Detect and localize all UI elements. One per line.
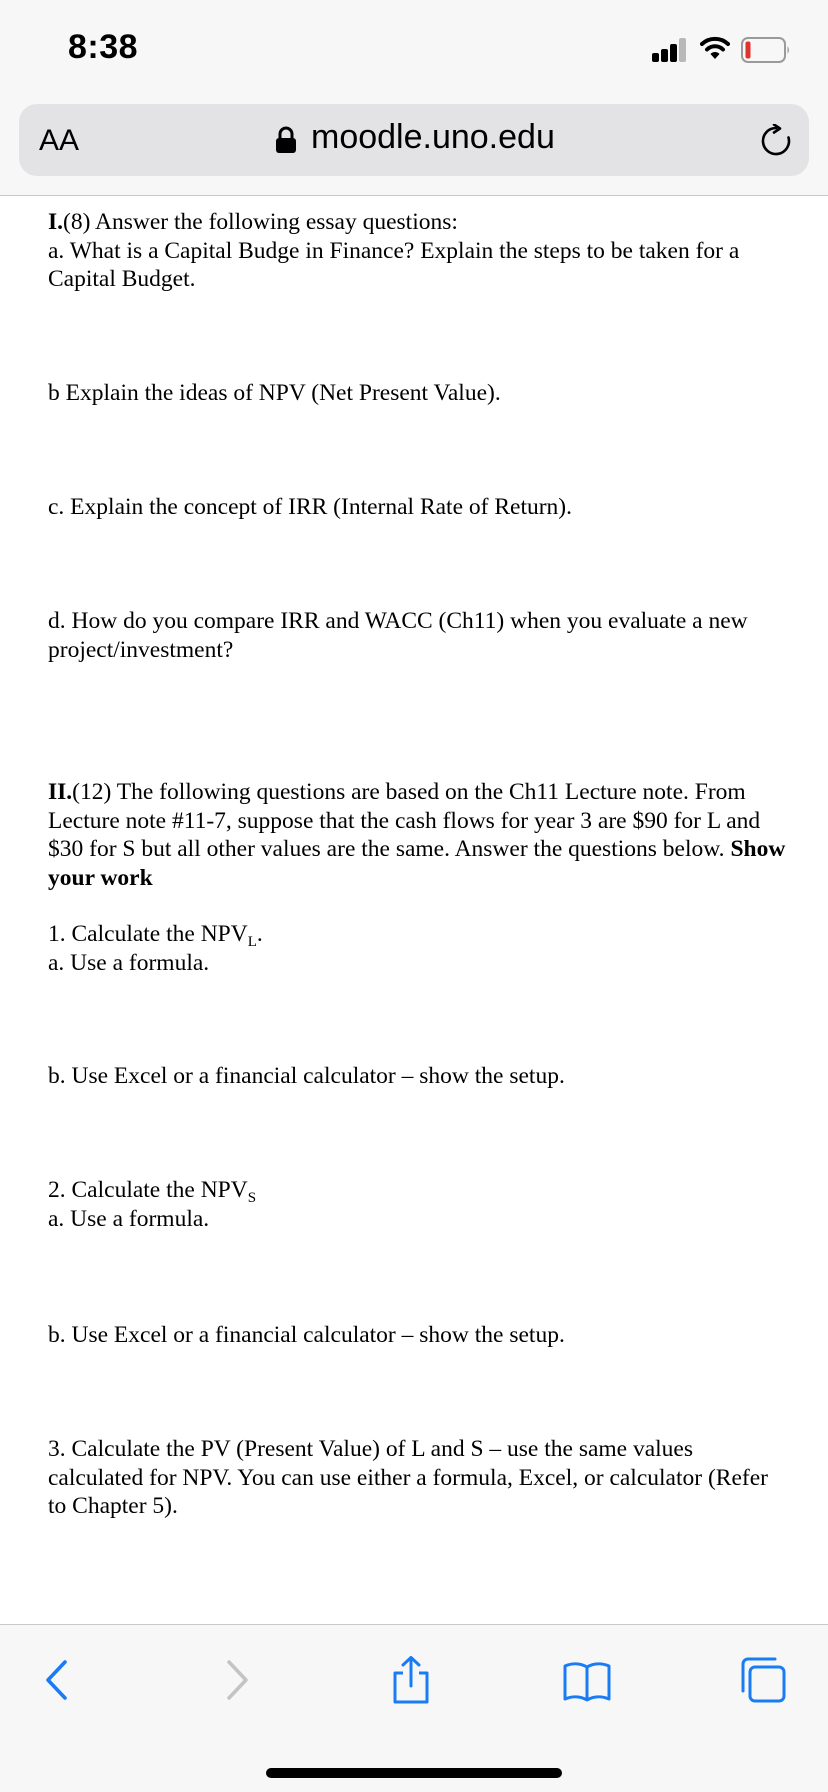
signal-icon <box>652 38 690 62</box>
question-2-3: 3. Calculate the PV (Present Value) of L and S – use the same values calculated for NPV. You can use either a formula, Excel, or calculator (Refer to Chapter 5). <box>48 1436 768 1519</box>
npv-l-label: 1. Calculate the NPV <box>48 921 248 947</box>
reload-icon[interactable] <box>759 124 793 158</box>
question-2-2a: a. Use a formula. <box>48 1205 210 1232</box>
npv-s-label: 2. Calculate the NPV <box>48 1177 248 1203</box>
npv-l-subscript: L <box>247 934 257 950</box>
question-1c: c. Explain the concept of IRR (Internal Rate of Return). <box>48 494 572 520</box>
bookmarks-icon[interactable] <box>562 1655 612 1705</box>
forward-icon[interactable] <box>210 1655 260 1705</box>
part2-heading-block <box>48 778 788 892</box>
question-2-1a: a. Use a formula. <box>48 949 210 976</box>
show-work-label: Show your work <box>48 836 786 891</box>
part2-number: II. <box>48 779 73 805</box>
address-bar-area <box>0 96 828 196</box>
question-1a: a. What is a Capital Budge in Finance? Explain the steps to be taken for a Capital Budget. <box>48 237 740 292</box>
text-size-button[interactable]: AA <box>39 124 80 157</box>
wifi-icon <box>700 35 730 61</box>
status-bar <box>0 0 828 96</box>
address-bar[interactable] <box>19 104 809 176</box>
part1-heading <box>48 208 788 237</box>
battery-icon <box>741 37 791 63</box>
question-2-2 <box>48 1176 788 1233</box>
npv-s-subscript: S <box>247 1190 257 1206</box>
tabs-icon[interactable] <box>738 1655 788 1705</box>
question-2-1b: b. Use Excel or a financial calculator – show the setup. <box>48 1063 565 1089</box>
question-2-1-title <box>48 920 788 949</box>
lock-icon <box>275 126 297 154</box>
status-time: 8:38 <box>68 28 139 66</box>
share-icon[interactable] <box>386 1655 436 1705</box>
part2-heading-text: (12) The following questions are based on the Ch11 Lecture note. From Lecture note #11-7, suppose that the cash flows for year 3 are $90 for L and $30 for S but all other values are the same. Answer the questions below. <box>48 779 761 862</box>
question-2-2b: b. Use Excel or a financial calculator – show the setup. <box>48 1322 565 1348</box>
part1-number: I. <box>48 209 64 235</box>
part1-heading-block <box>48 208 788 294</box>
part1-heading-text: (8) Answer the following essay questions: <box>63 209 458 235</box>
question-1b: b Explain the ideas of NPV (Net Present Value). <box>48 380 501 406</box>
part2-heading <box>48 778 788 892</box>
bottom-toolbar <box>0 1624 828 1792</box>
url-text[interactable]: moodle.uno.edu <box>311 118 555 156</box>
npv-l-period: . <box>256 921 263 947</box>
question-1d: d. How do you compare IRR and WACC (Ch11) when you evaluate a new project/investment? <box>48 608 748 663</box>
question-2-1 <box>48 920 788 977</box>
home-indicator[interactable] <box>266 1768 562 1778</box>
back-icon[interactable] <box>34 1655 84 1705</box>
question-2-2-title <box>48 1176 788 1205</box>
